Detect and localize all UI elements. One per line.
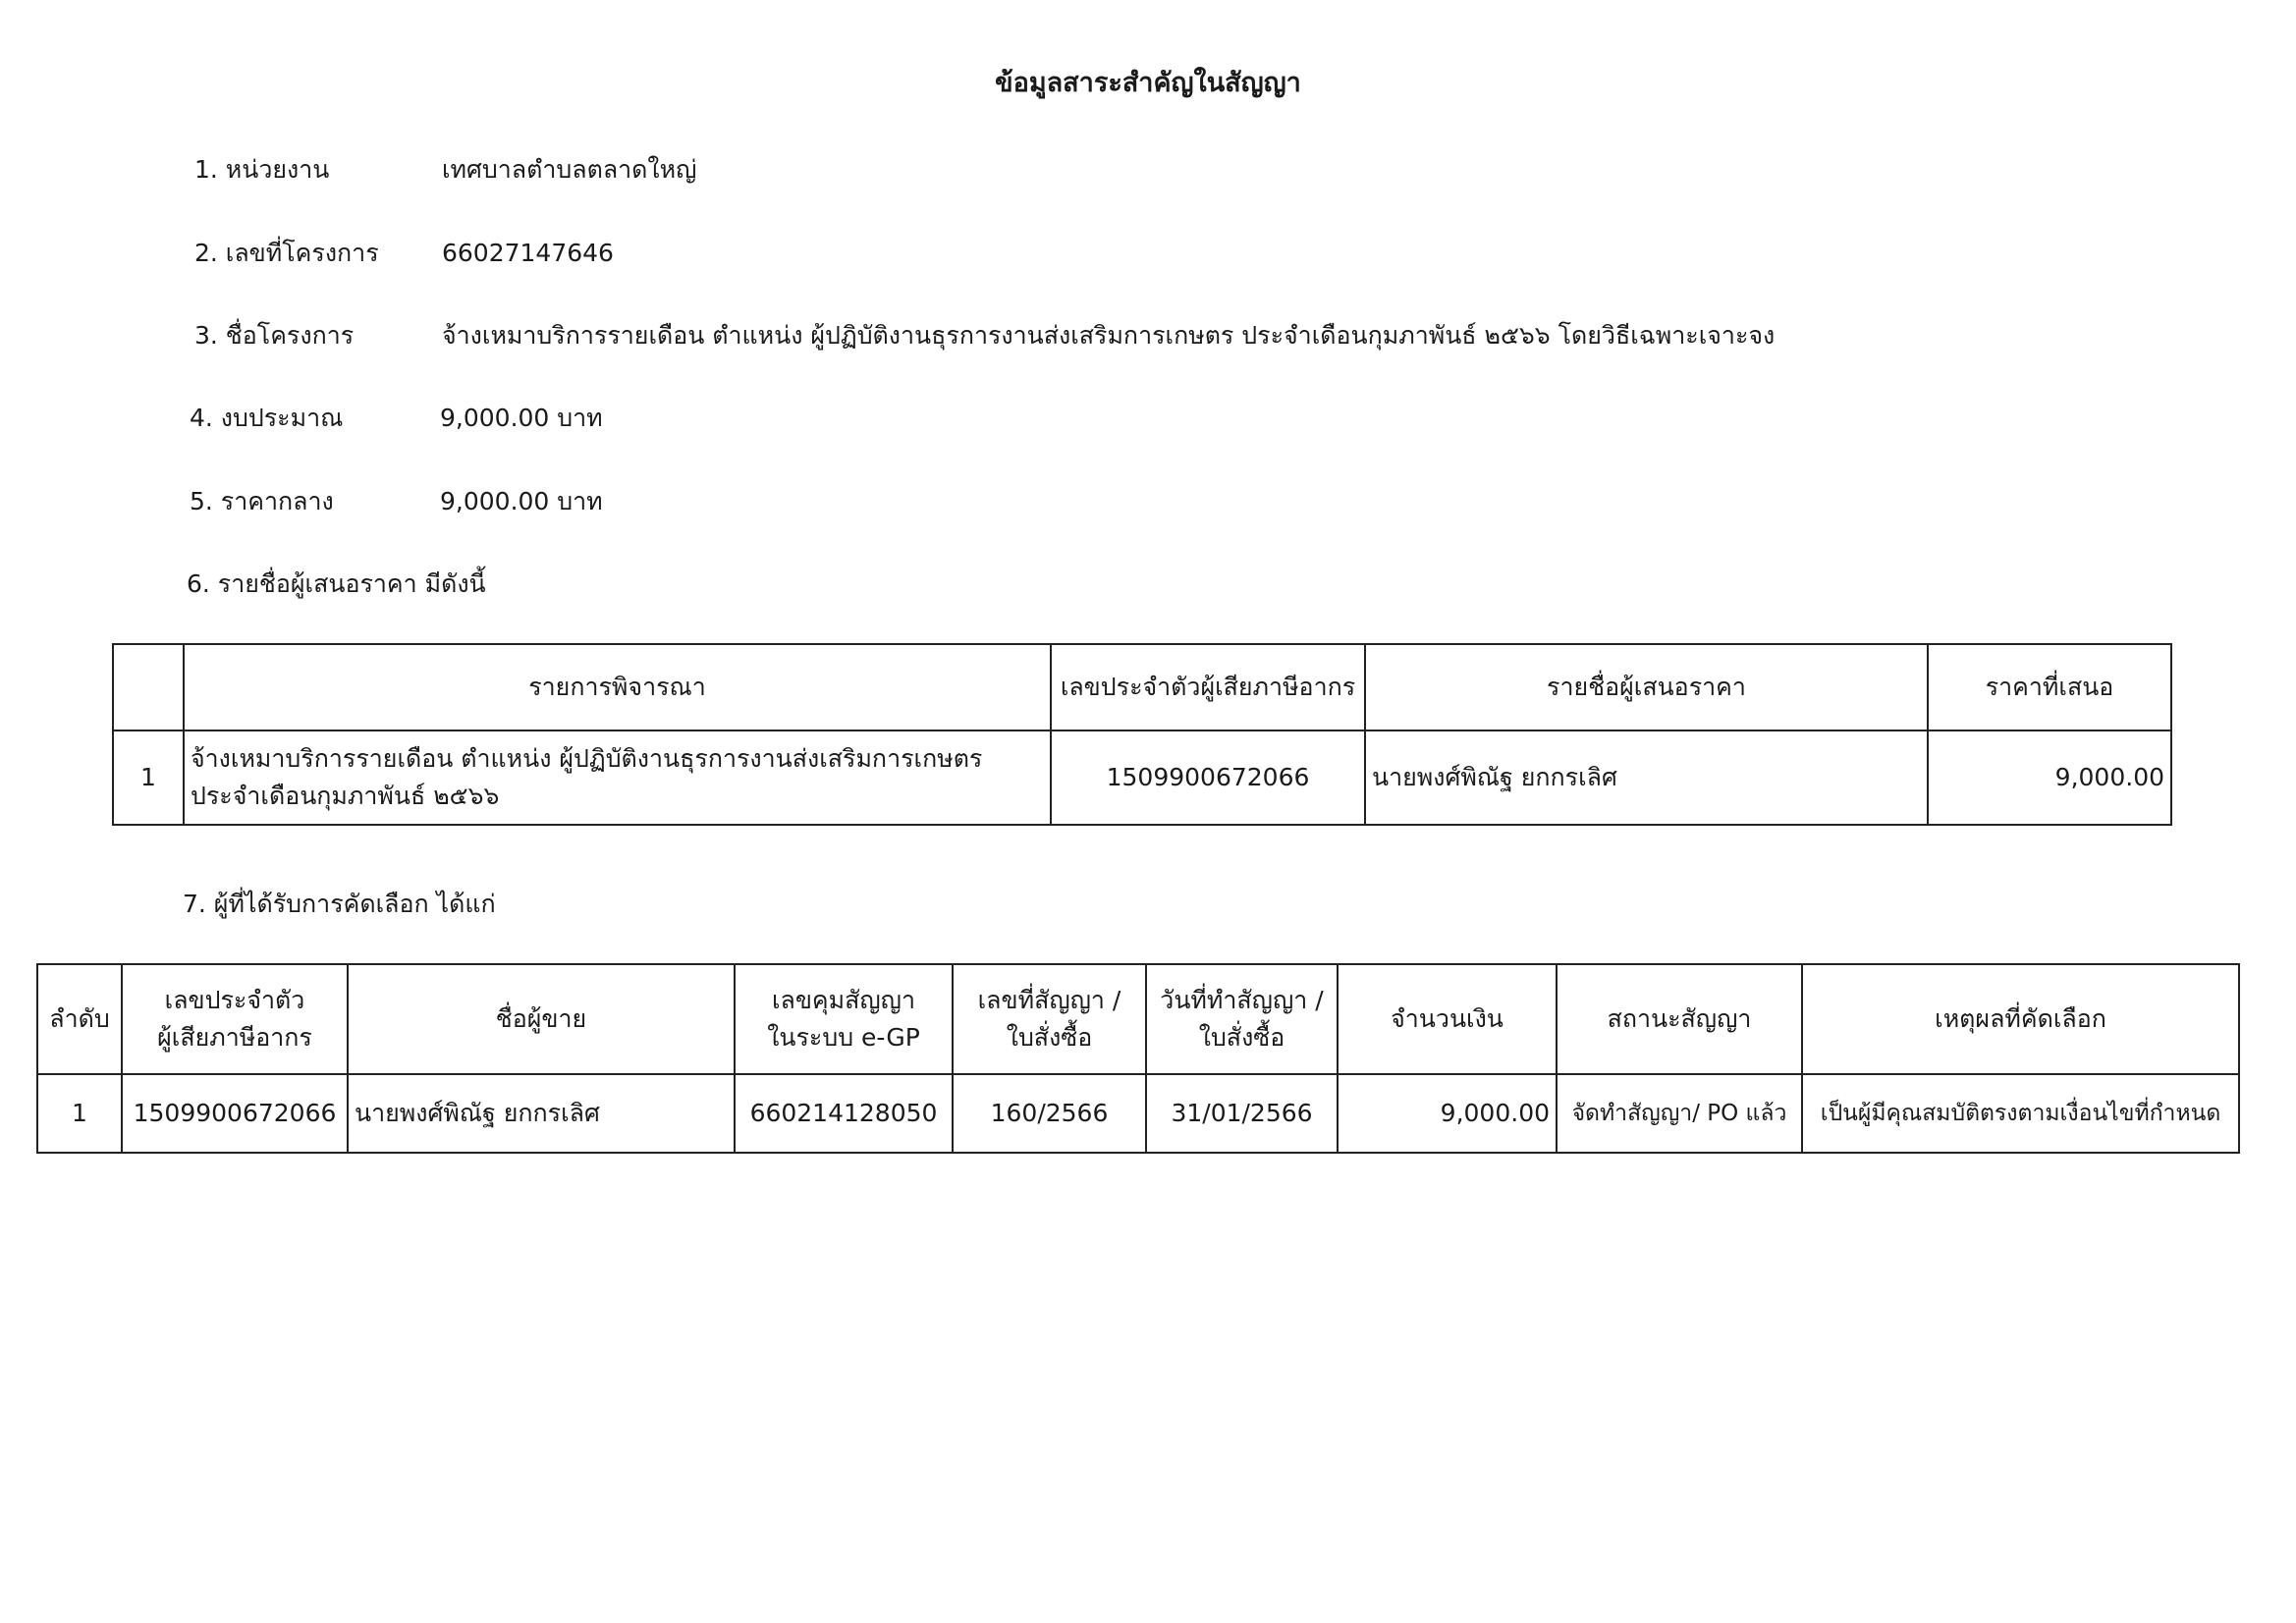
bidders-header-bidder: รายชื่อผู้เสนอราคา bbox=[1365, 644, 1928, 730]
bidders-header-no bbox=[113, 644, 184, 730]
field-median-price-value: 9,000.00 บาท bbox=[440, 487, 603, 515]
bidders-cell-tax-id: 1509900672066 bbox=[1051, 730, 1365, 825]
field-budget-label: 4. งบประมาณ bbox=[190, 404, 344, 432]
selected-header-tax-id-line2: ผู้เสียภาษีอากร bbox=[157, 1023, 312, 1052]
field-project-name-label: 3. ชื่อโครงการ bbox=[194, 321, 355, 350]
selected-table bbox=[36, 963, 2240, 1154]
bidders-header-item: รายการพิจารณา bbox=[184, 644, 1051, 730]
selected-header-tax-id-line1: เลขประจำตัว bbox=[164, 986, 305, 1014]
table-row bbox=[37, 1074, 2239, 1153]
selected-cell-no: 1 bbox=[37, 1074, 122, 1153]
selected-header-status: สถานะสัญญา bbox=[1557, 964, 1802, 1074]
selected-header-reason: เหตุผลที่คัดเลือก bbox=[1802, 964, 2239, 1074]
selected-header-control-line1: เลขคุมสัญญา bbox=[771, 986, 916, 1014]
field-agency-value: เทศบาลตำบลตลาดใหญ่ bbox=[442, 155, 697, 184]
selected-header-contract-no-line1: เลขที่สัญญา / bbox=[977, 986, 1121, 1014]
selected-header-date-line2: ใบสั่งซื้อ bbox=[1198, 1023, 1285, 1052]
bidders-cell-bidder: นายพงศ์พิณัฐ ยกกรเลิศ bbox=[1365, 730, 1928, 825]
selected-cell-status: จัดทำสัญญา/ PO แล้ว bbox=[1557, 1074, 1802, 1153]
field-budget-value: 9,000.00 บาท bbox=[440, 404, 603, 432]
selected-cell-tax-id: 1509900672066 bbox=[122, 1074, 348, 1153]
selected-cell-seller: นายพงศ์พิณัฐ ยกกรเลิศ bbox=[348, 1074, 735, 1153]
section7-heading: 7. ผู้ที่ได้รับการคัดเลือก ได้แก่ bbox=[183, 890, 496, 918]
selected-header-no: ลำดับ bbox=[37, 964, 122, 1074]
selected-header-date-line1: วันที่ทำสัญญา / bbox=[1160, 986, 1324, 1014]
selected-header-seller: ชื่อผู้ขาย bbox=[348, 964, 735, 1074]
section6-heading: 6. รายชื่อผู้เสนอราคา มีดังนี้ bbox=[187, 569, 486, 598]
bidders-table bbox=[112, 643, 2172, 826]
bidders-cell-item bbox=[184, 730, 1051, 825]
bidders-cell-price: 9,000.00 bbox=[1928, 730, 2171, 825]
selected-header-control bbox=[735, 964, 953, 1074]
document-title: ข้อมูลสาระสำคัญในสัญญา bbox=[995, 68, 1301, 98]
field-agency-label: 1. หน่วยงาน bbox=[194, 155, 330, 184]
selected-header-date bbox=[1146, 964, 1338, 1074]
bidders-header-tax-id: เลขประจำตัวผู้เสียภาษีอากร bbox=[1051, 644, 1365, 730]
selected-cell-contract-no: 160/2566 bbox=[953, 1074, 1146, 1153]
selected-header-contract-no-line2: ใบสั่งซื้อ bbox=[1006, 1023, 1093, 1052]
selected-cell-reason: เป็นผู้มีคุณสมบัติตรงตามเงื่อนไขที่กำหนด bbox=[1802, 1074, 2239, 1153]
selected-cell-amount: 9,000.00 bbox=[1338, 1074, 1557, 1153]
bidders-cell-item-line2: ประจำเดือนกุมภาพันธ์ ๒๕๖๖ bbox=[191, 782, 500, 810]
selected-table-header-row bbox=[37, 964, 2239, 1074]
bidders-header-price: ราคาที่เสนอ bbox=[1928, 644, 2171, 730]
bidders-cell-item-line1: จ้างเหมาบริการรายเดือน ตำแหน่ง ผู้ปฏิบัติงานธุรการงานส่งเสริมการเกษตร bbox=[191, 744, 983, 773]
selected-header-contract-no bbox=[953, 964, 1146, 1074]
bidders-cell-no: 1 bbox=[113, 730, 184, 825]
selected-header-control-line2: ในระบบ e-GP bbox=[767, 1023, 920, 1052]
table-row bbox=[113, 730, 2171, 825]
field-project-number-label: 2. เลขที่โครงการ bbox=[194, 239, 379, 267]
bidders-table-header-row bbox=[113, 644, 2171, 730]
selected-header-tax-id bbox=[122, 964, 348, 1074]
field-project-name-value: จ้างเหมาบริการรายเดือน ตำแหน่ง ผู้ปฏิบัติงานธุรการงานส่งเสริมการเกษตร ประจำเดือนกุมภาพันธ์ ๒๕๖๖ โดยวิธีเฉพาะเจาะจง bbox=[442, 321, 1776, 350]
field-project-number-value: 66027147646 bbox=[442, 239, 614, 267]
selected-header-amount: จำนวนเงิน bbox=[1338, 964, 1557, 1074]
selected-cell-control: 660214128050 bbox=[735, 1074, 953, 1153]
selected-cell-date: 31/01/2566 bbox=[1146, 1074, 1338, 1153]
field-median-price-label: 5. ราคากลาง bbox=[190, 487, 334, 515]
